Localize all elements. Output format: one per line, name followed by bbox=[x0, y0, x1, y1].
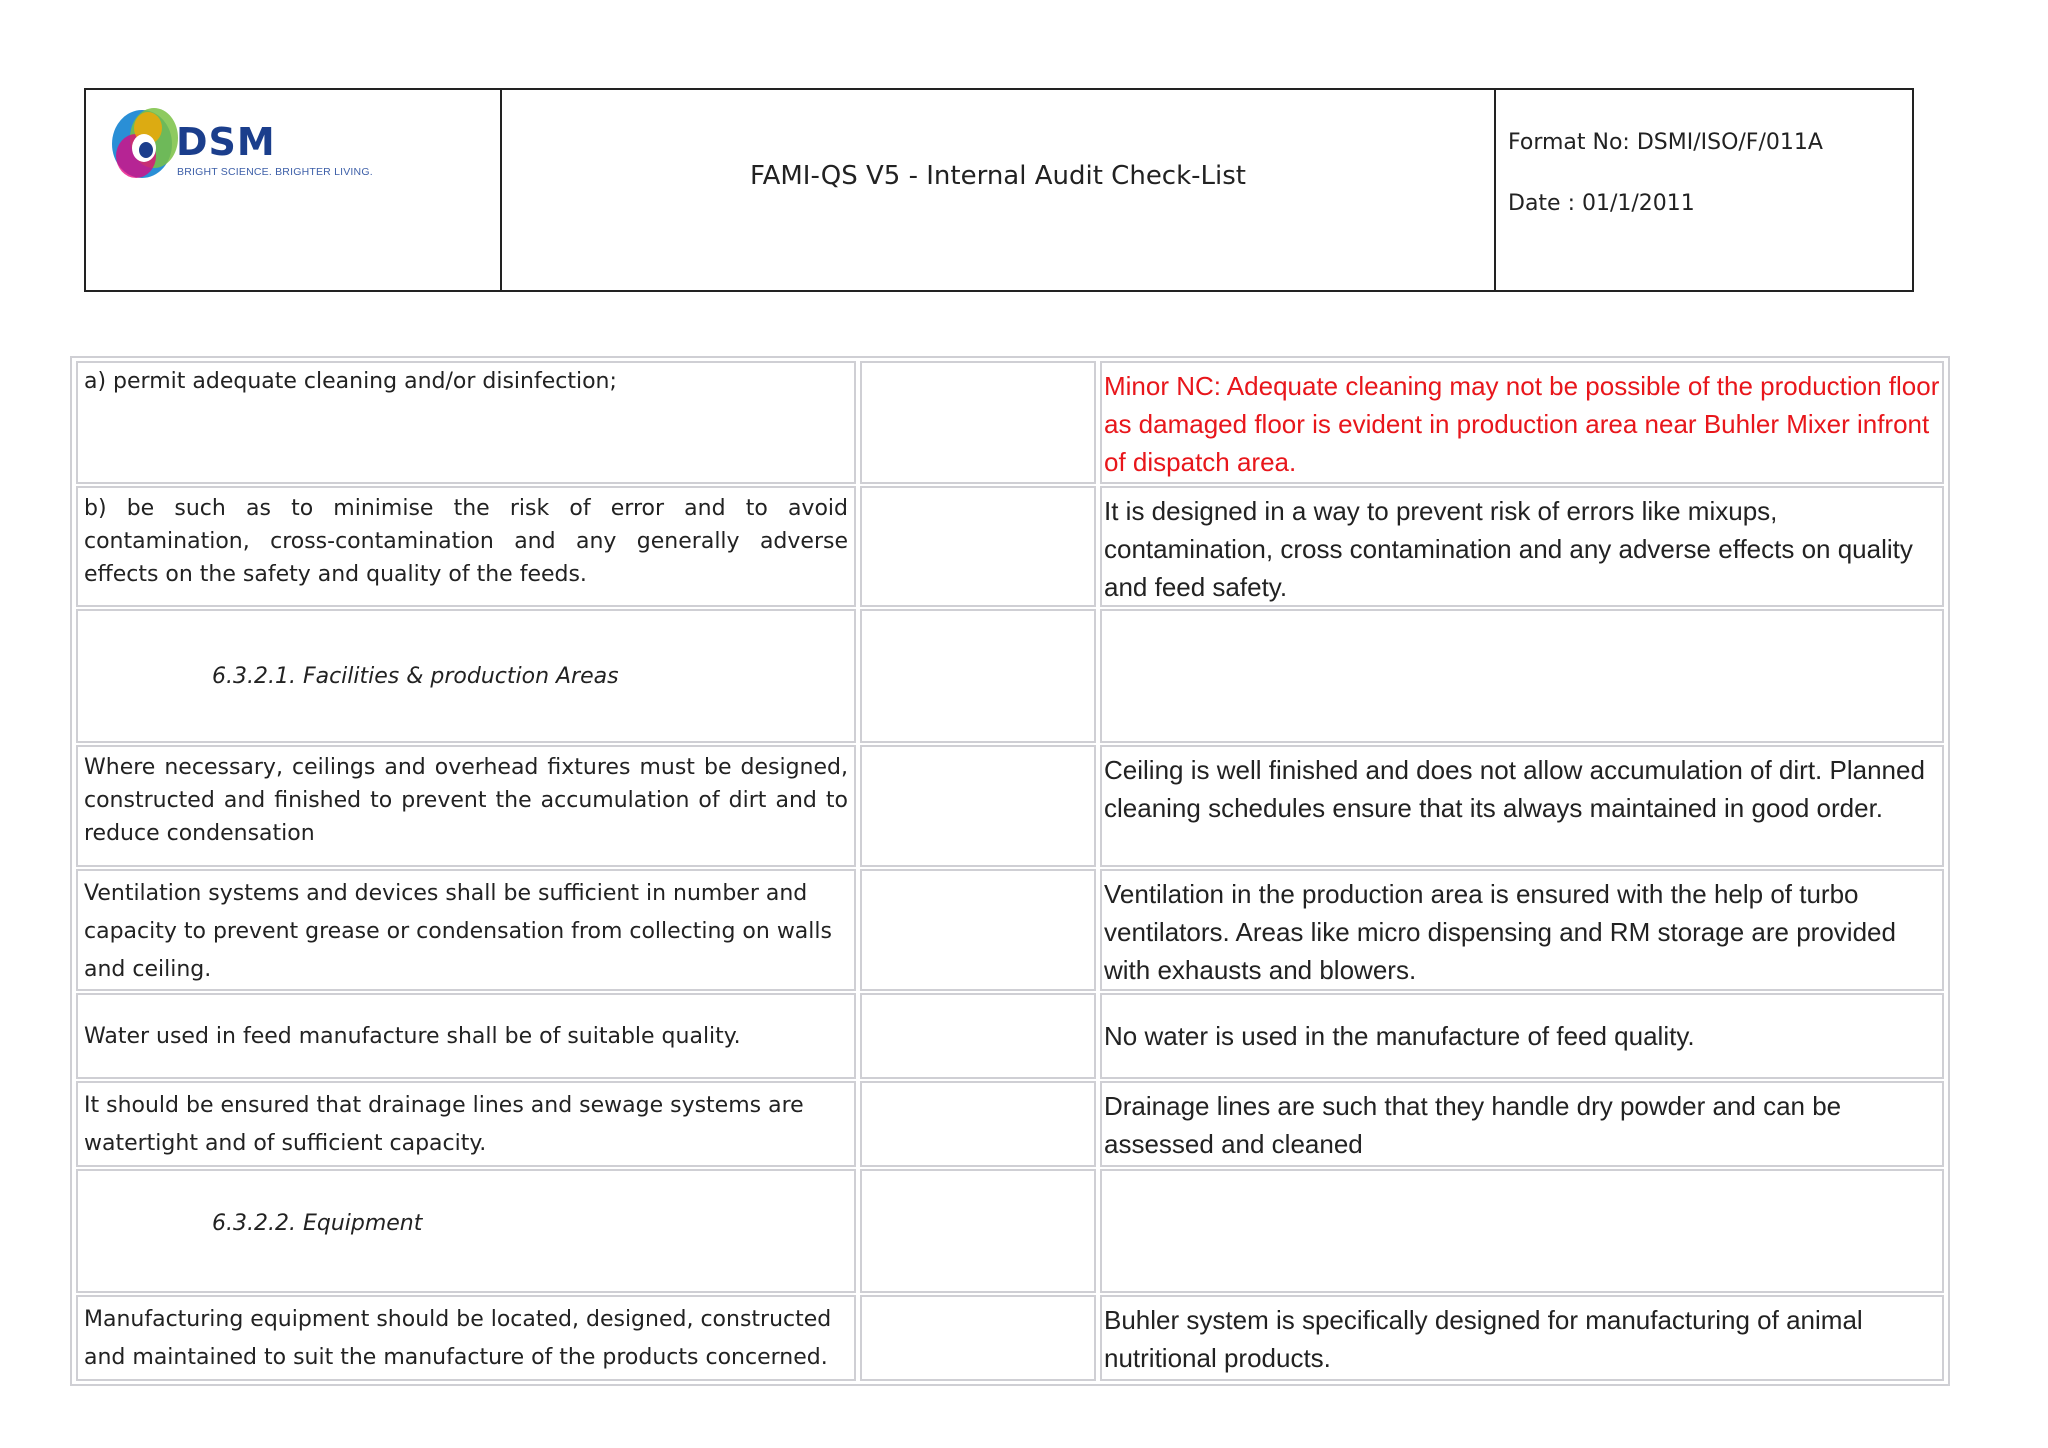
section-heading: 6.3.2.2. Equipment bbox=[76, 1169, 856, 1293]
status-cell bbox=[860, 1081, 1096, 1167]
table-row bbox=[74, 486, 1946, 607]
status-cell bbox=[860, 1169, 1096, 1293]
comment-cell: Ventilation in the production area is ensured with the help of turbo ventilators. Areas like micro dispensing and RM storage are provided with exhausts and blowers. bbox=[1100, 869, 1944, 991]
logo-wordmark: DSM bbox=[176, 120, 276, 164]
comment-cell: No water is used in the manufacture of feed quality. bbox=[1100, 993, 1944, 1079]
table-row bbox=[74, 993, 1946, 1079]
comment-cell: Drainage lines are such that they handle dry powder and can be assessed and cleaned bbox=[1100, 1081, 1944, 1167]
requirement-cell: a) permit adequate cleaning and/or disinfection; bbox=[76, 361, 856, 484]
logo-cell bbox=[86, 90, 502, 290]
requirement-cell: Manufacturing equipment should be located, designed, constructed and maintained to suit the manufacture of the products concerned. bbox=[76, 1295, 856, 1381]
document-header bbox=[84, 88, 1914, 292]
comment-cell bbox=[1100, 609, 1944, 743]
status-cell bbox=[860, 361, 1096, 484]
checklist-table bbox=[70, 356, 1950, 1386]
requirement-cell: Ventilation systems and devices shall be sufficient in number and capacity to prevent grease or condensation from collecting on walls and ceiling. bbox=[76, 869, 856, 991]
comment-cell: Buhler system is specifically designed for manufacturing of animal nutritional products. bbox=[1100, 1295, 1944, 1381]
status-cell bbox=[860, 869, 1096, 991]
section-row bbox=[74, 1169, 1946, 1293]
table-row bbox=[74, 745, 1946, 867]
status-cell bbox=[860, 609, 1096, 743]
status-cell bbox=[860, 486, 1096, 607]
table-row bbox=[74, 1081, 1946, 1167]
table-row bbox=[74, 869, 1946, 991]
section-row bbox=[74, 609, 1946, 743]
status-cell bbox=[860, 745, 1096, 867]
document-date: Date : 01/1/2011 bbox=[1508, 191, 1695, 216]
requirement-cell: It should be ensured that drainage lines and sewage systems are watertight and of sufficient capacity. bbox=[76, 1081, 856, 1167]
section-heading: 6.3.2.1. Facilities & production Areas bbox=[76, 609, 856, 743]
table-row bbox=[74, 1295, 1946, 1381]
comment-cell: It is designed in a way to prevent risk of errors like mixups, contamination, cross contamination and any adverse effects on quality and feed safety. bbox=[1100, 486, 1944, 607]
requirement-cell: Water used in feed manufacture shall be of suitable quality. bbox=[76, 993, 856, 1079]
dsm-logo-icon bbox=[98, 94, 188, 194]
requirement-cell: b) be such as to minimise the risk of error and to avoid contamination, cross-contamination and any generally adverse effects on the safety and quality of the feeds. bbox=[76, 486, 856, 607]
comment-cell bbox=[1100, 1169, 1944, 1293]
logo-tagline: BRIGHT SCIENCE. BRIGHTER LIVING. bbox=[177, 166, 373, 178]
document-title: FAMI-QS V5 - Internal Audit Check-List bbox=[750, 161, 1246, 191]
format-number: Format No: DSMI/ISO/F/011A bbox=[1508, 130, 1823, 155]
comment-cell: Ceiling is well finished and does not allow accumulation of dirt. Planned cleaning schedules ensure that its always maintained in good order. bbox=[1100, 745, 1944, 867]
meta-cell bbox=[1496, 90, 1912, 290]
requirement-cell: Where necessary, ceilings and overhead fixtures must be designed, constructed and finished to prevent the accumulation of dirt and to reduce condensation bbox=[76, 745, 856, 867]
status-cell bbox=[860, 993, 1096, 1079]
table-row bbox=[74, 361, 1946, 484]
status-cell bbox=[860, 1295, 1096, 1381]
title-cell bbox=[502, 90, 1496, 290]
comment-cell: Minor NC: Adequate cleaning may not be possible of the production floor as damaged floor is evident in production area near Buhler Mixer infront of dispatch area. bbox=[1100, 361, 1944, 484]
